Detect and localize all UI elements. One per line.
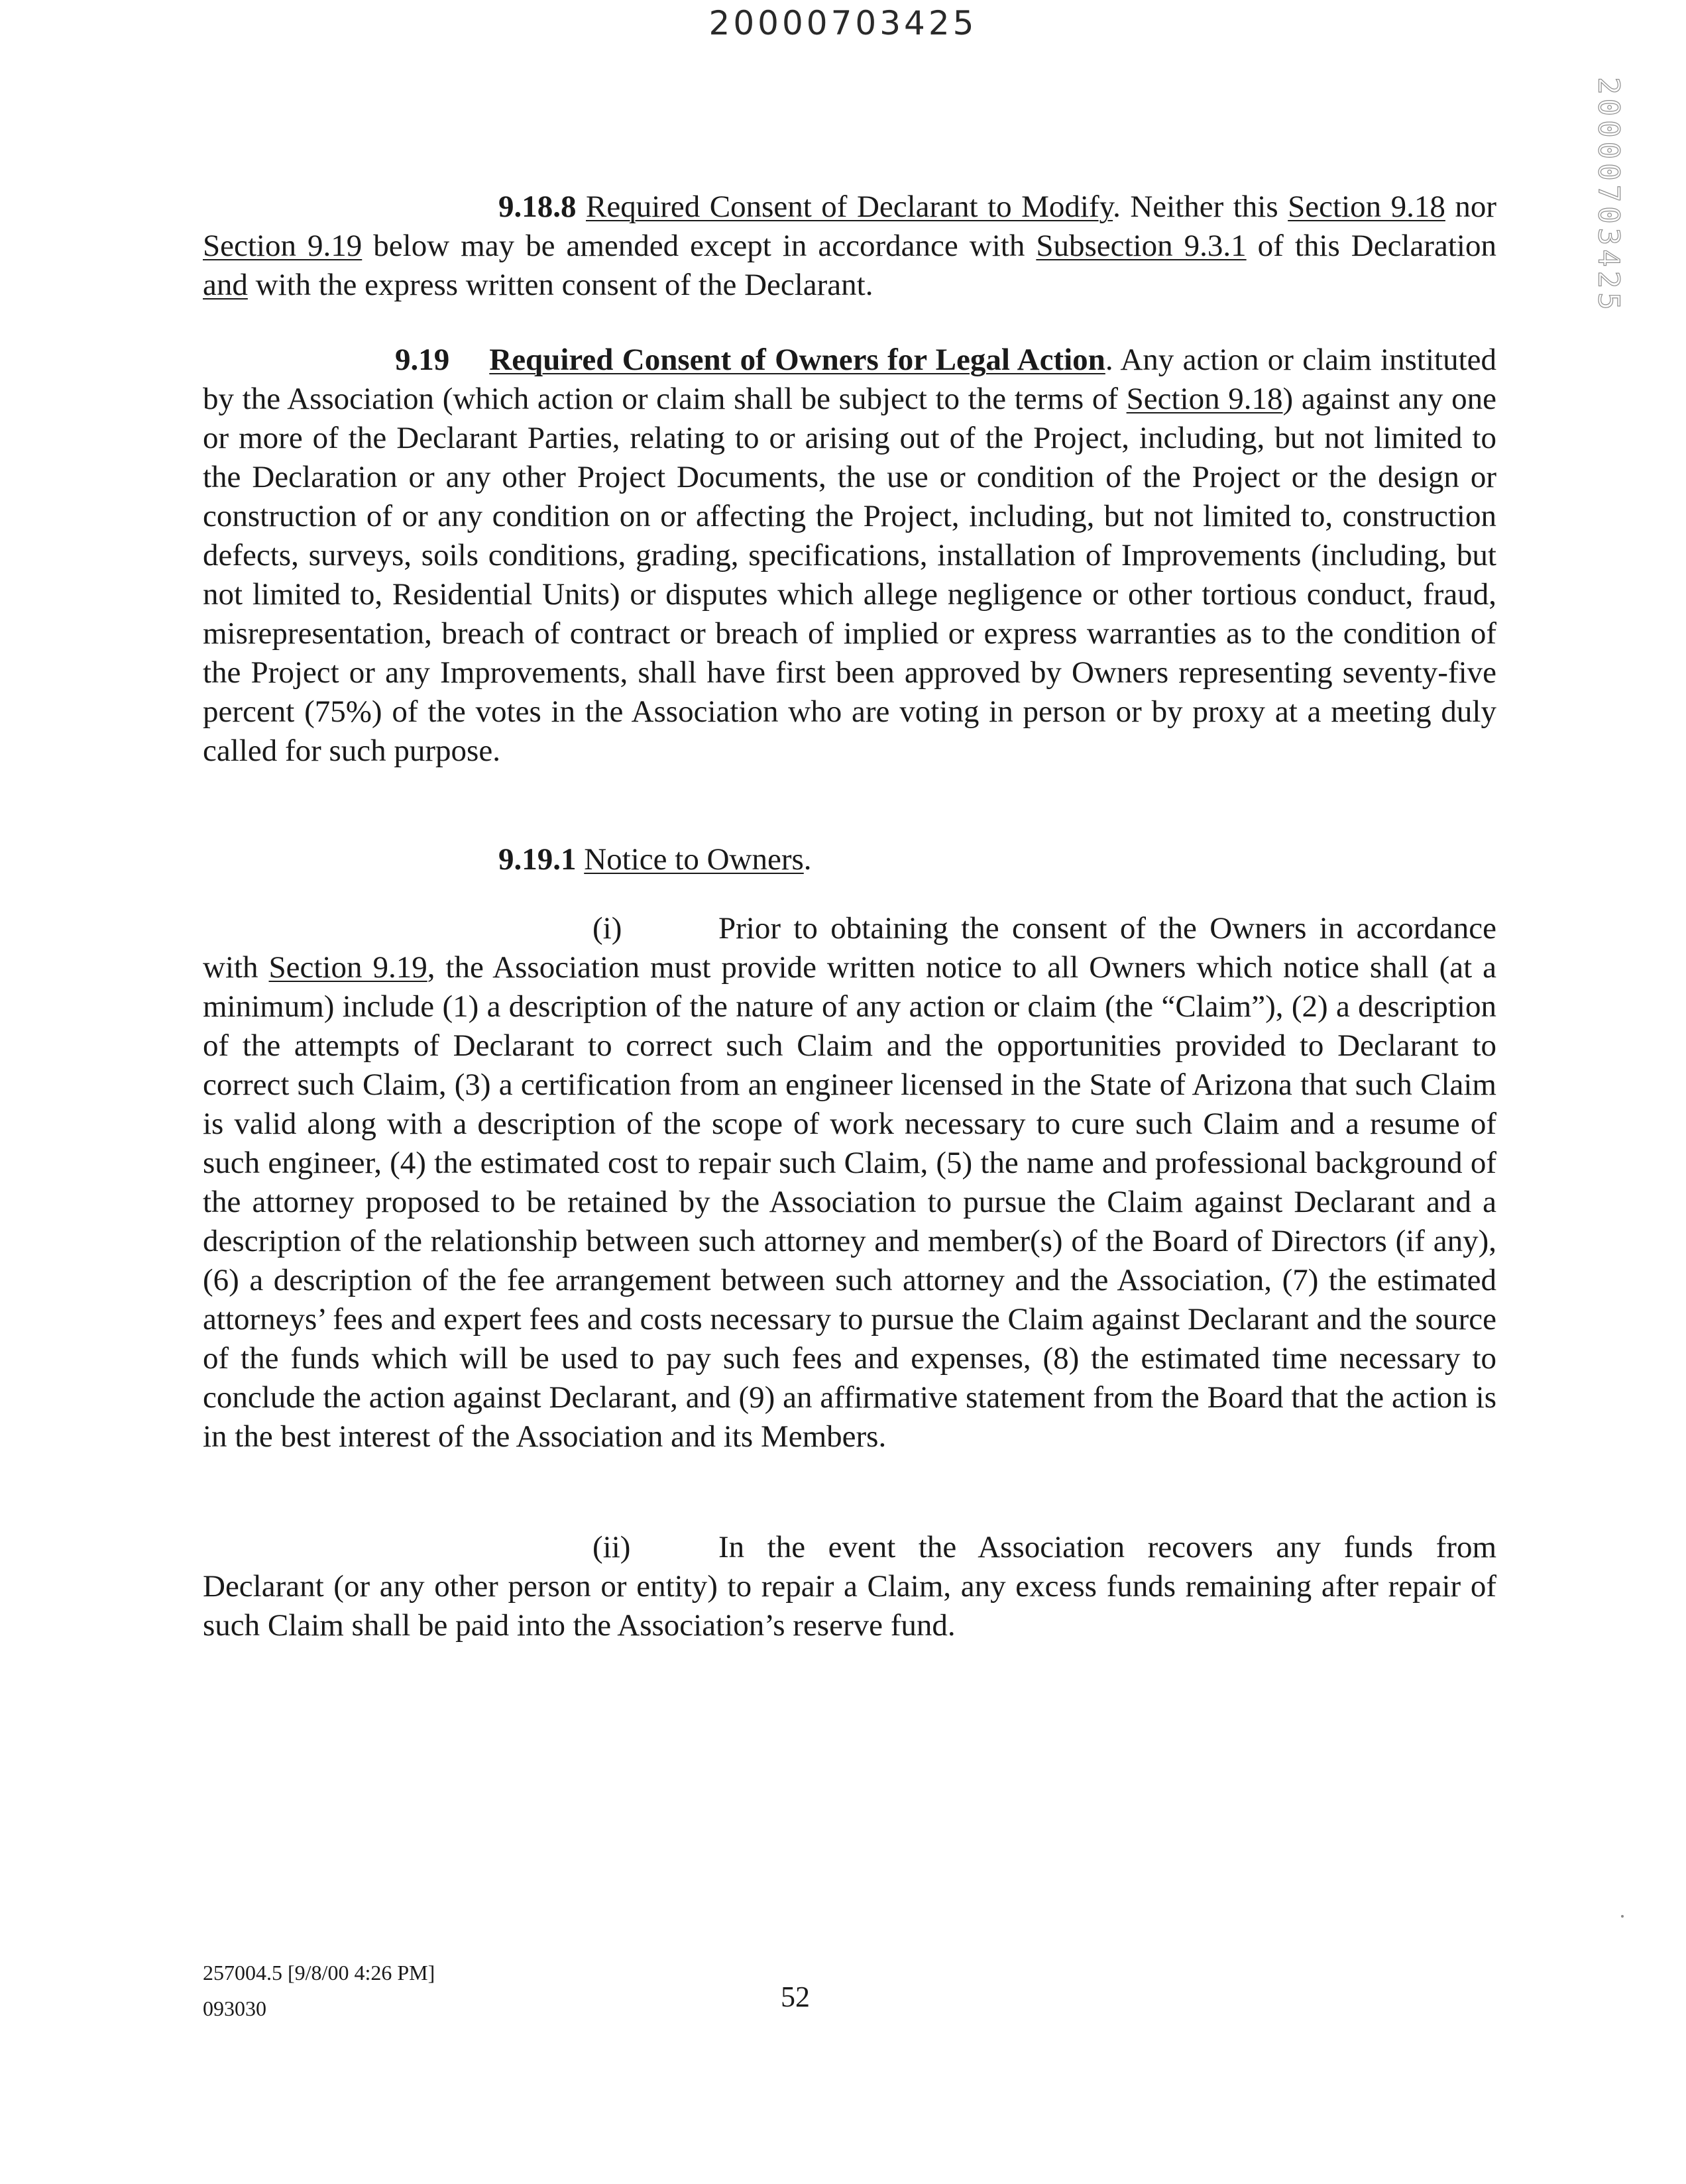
footer-doc-ref: 257004.5 [9/8/00 4:26 PM] [203,1961,435,1985]
item-label: (i) [592,911,622,946]
section-number: 9.18.8 [498,190,577,224]
section-9-19-1 [498,840,812,879]
body-text: nor [1445,190,1497,224]
footer-reference [203,1955,435,2026]
cross-reference: Section 9.18 [1288,190,1445,224]
body-text: below may be amended except in accordance with [362,229,1037,263]
item-ii [203,1528,1496,1645]
body-text: . Any action or claim instituted by the Association (which action or claim shall be subject to the terms of [203,343,1496,416]
footer-client-number: 093030 [203,1996,266,2020]
section-title: Notice to Owners [584,842,804,877]
cross-reference: Section 9.19 [203,229,363,263]
body-text: , the Association must provide written notice to all Owners which notice shall (at a minimum) include (1) a description of the nature of any action or claim (the “Claim”), (2) a description of the attempts of Declarant to correct such Claim and the opportunities provided to Declarant to correct such Claim, (3) a certification from an engineer licensed in the State of Arizona that such Claim is valid along with a description of the scope of work necessary to cure such Claim and a resume of such engineer, (4) the estimated cost to repair such Claim, (5) the name and professional background of the attorney proposed to be retained by the Association to pursue the Claim against Declarant and a description of the relationship between such attorney and member(s) of the Board of Directors (if any), (6) a description of the fee arrangement between such attorney and the Association, (7) the estimated attorneys’ fees and expert fees and costs necessary to pursue the Claim against Declarant and the source of the funds which will be used to pay such fees and expenses, (8) the estimated time necessary to conclude the action against Declarant, and (9) an affirmative statement from the Board that the action is in the best interest of the Association and its Members. [203,950,1497,1454]
emphasis-and: and [203,268,248,302]
body-text: In the event the Association recovers any funds from Declarant (or any other person or entity) to repair a Claim, any excess funds remaining after repair of such Claim shall be paid into the Association’s reserve fund. [203,1530,1496,1643]
cross-reference: Subsection 9.3.1 [1036,229,1247,263]
section-number: 9.19 [395,343,450,377]
body-text: Prior to obtaining the consent of the Owners in accordance with [203,911,1496,985]
section-title: Required Consent of Declarant to Modify [586,190,1113,224]
body-text: of this Declaration [1246,229,1496,263]
body-text: . Neither this [1113,190,1288,224]
title-period: . [803,842,812,877]
section-9-18-8 [203,188,1496,305]
item-label: (ii) [592,1530,631,1564]
item-i [203,909,1496,1456]
section-9-19 [203,341,1496,771]
side-stamp-text: 20000703425 [1591,77,1626,314]
page-number: 52 [781,1981,810,2013]
section-title: Required Consent of Owners for Legal Action [489,343,1105,377]
body-text: with the express written consent of the Declarant. [247,268,873,302]
cross-reference: Section 9.18 [1126,382,1283,416]
side-stamp [1585,77,1632,314]
document-number: 20000703425 [708,4,978,42]
scan-speck [1621,1915,1624,1918]
cross-reference: Section 9.19 [268,950,427,985]
body-text: ) against any one or more of the Declarant Parties, relating to or arising out of the Project, including, but not limited to the Declaration or any other Project Documents, the use or condition of the Project or the design or construction of or any condition on or affecting the Project, including, but not limited to, construction defects, surveys, soils conditions, grading, specifications, installation of Improvements (including, but not limited to, Residential Units) or disputes which allege negligence or other tortious conduct, fraud, misrepresentation, breach of contract or breach of implied or express warranties as to the condition of the Project or any Improvements, shall have first been approved by Owners representing seventy-five percent (75%) of the votes in the Association who are voting in person or by proxy at a meeting duly called for such purpose. [203,382,1496,768]
section-number: 9.19.1 [498,842,577,877]
